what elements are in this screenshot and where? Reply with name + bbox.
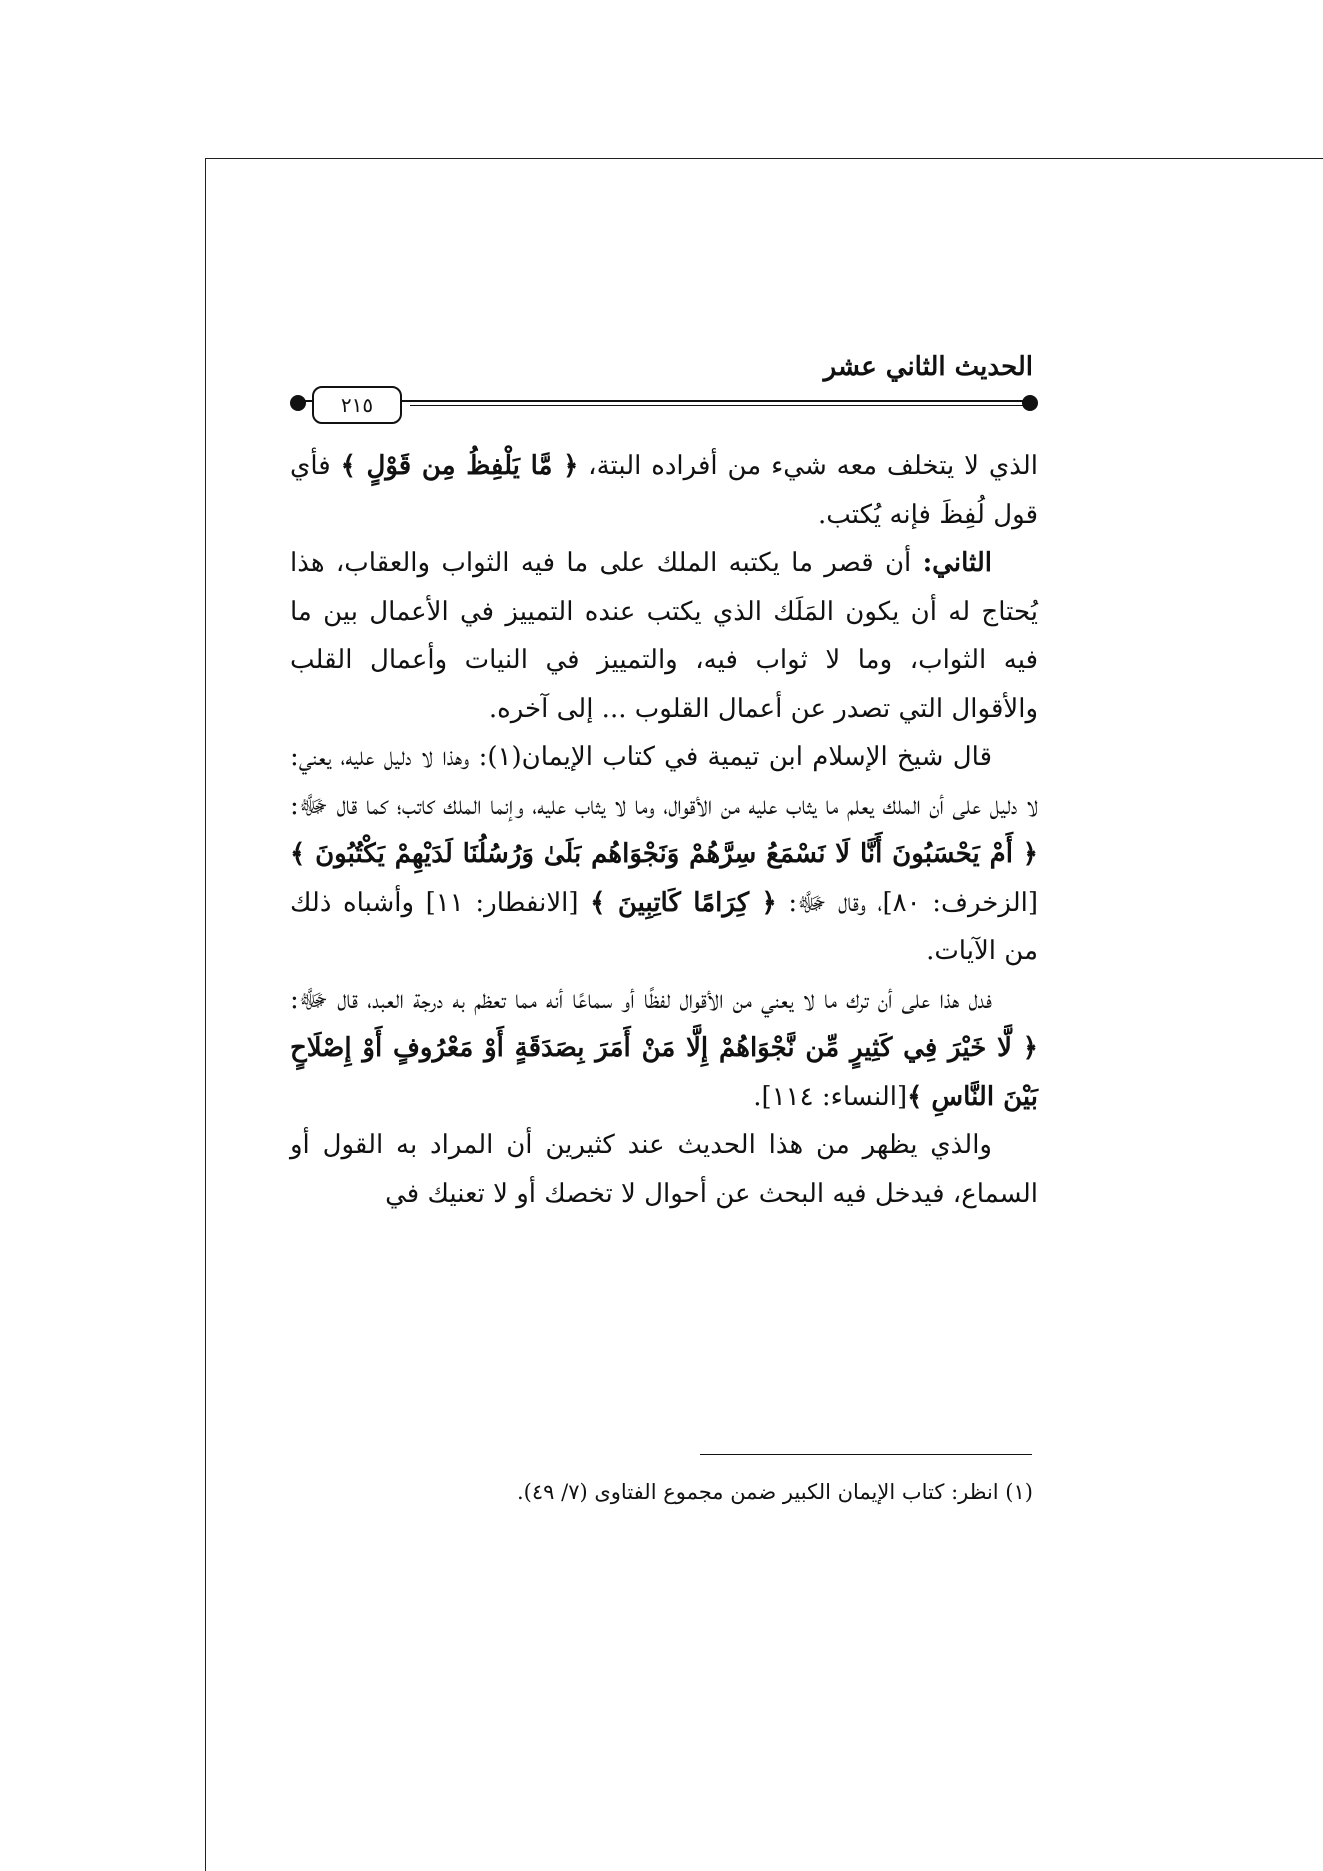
paragraph-1-text: الذي لا يتخلف معه شيء من أفراده البتة، <box>578 451 1038 481</box>
paragraph-3-text: قال شيخ الإسلام ابن تيمية في كتاب الإيمان(١): وهذا لا دليل عليه، يعني: لا دليل على أن الملك يعلم ما يثاب عليه من الأقوال، وما لا يثاب عليه، وإنما الملك كاتب؛ كما قال ﷻ: <box>290 742 1038 821</box>
quran-verse: ﴿ أَمْ يَحْسَبُونَ أَنَّا لَا نَسْمَعُ سِرَّهُمْ وَنَجْوَاهُم بَلَىٰ وَرُسُلُنَا لَدَيْهِمْ يَكْتُبُونَ ﴾ <box>290 839 1038 869</box>
verse-reference: [الزخرف: ٨٠]، وقال ﷻ: <box>776 887 1038 918</box>
header-rule-line <box>410 400 1026 402</box>
page-frame-left <box>205 158 206 1871</box>
paragraph-2-text: أن قصر ما يكتبه الملك على ما فيه الثواب والعقاب، هذا يُحتاج له أن يكون المَلَك الذي يكتب عنده التمييز في الأعمال بين ما فيه الثواب، وما لا ثواب فيه، والتمييز في النيات وأعمال القلب والأقوال التي تصدر عن أعمال القلوب ... إلى آخره. <box>290 548 1038 724</box>
footnote-rule <box>700 1454 1032 1455</box>
header-rule-dot-left <box>290 395 306 411</box>
header-rule-dot-right <box>1022 395 1038 411</box>
page-frame-top <box>205 158 1323 159</box>
paragraph-1-text-2: فأي قول لُفِظَ فإنه يُكتب. <box>290 451 1038 530</box>
paragraph-2-lead: الثاني: <box>922 548 992 578</box>
paragraph-2 <box>290 539 1038 733</box>
running-title: الحديث الثاني عشر <box>823 352 1033 382</box>
quran-verse: ﴿ مَّا يَلْفِظُ مِن قَوْلٍ ﴾ <box>340 451 579 481</box>
page-number: ٢١٥ <box>312 386 402 424</box>
quran-verse: ﴿ كِرَامًا كَاتِبِينَ ﴾ <box>590 887 777 918</box>
header-rule <box>290 392 1038 416</box>
paragraph-1 <box>290 442 1038 539</box>
verse-reference: [الانفطار: ١١] وأشباه ذلك من الآيات. <box>290 887 1038 966</box>
paragraph-4-text: فدل هذا على أن ترك ما لا يعني من الأقوال لفظًا أو سماعًا أنه مما تعظم به درجة العبد، قال ﷻ: <box>290 984 992 1015</box>
body-text <box>290 442 1038 1218</box>
paragraph-5 <box>290 1121 1038 1218</box>
paragraph-3 <box>290 733 1038 976</box>
paragraph-5-text: والذي يظهر من هذا الحديث عند كثيرين أن المراد به القول أو السماع، فيدخل فيه البحث عن أحوال لا تخصك أو لا تعنيك في <box>290 1130 1038 1209</box>
footnote: (١) انظر: كتاب الإيمان الكبير ضمن مجموع الفتاوى (٧/ ٤٩). <box>517 1480 1033 1504</box>
quran-verse: ﴿ لَّا خَيْرَ فِي كَثِيرٍ مِّن نَّجْوَاهُمْ إِلَّا مَنْ أَمَرَ بِصَدَقَةٍ أَوْ مَعْرُوفٍ أَوْ إِصْلَاحٍ بَيْنَ النَّاسِ ﴾ <box>290 1033 1038 1112</box>
verse-reference: [النساء: ١١٤]. <box>753 1081 908 1112</box>
paragraph-4 <box>290 976 1038 1122</box>
header-rule-line-thin <box>410 405 1026 406</box>
